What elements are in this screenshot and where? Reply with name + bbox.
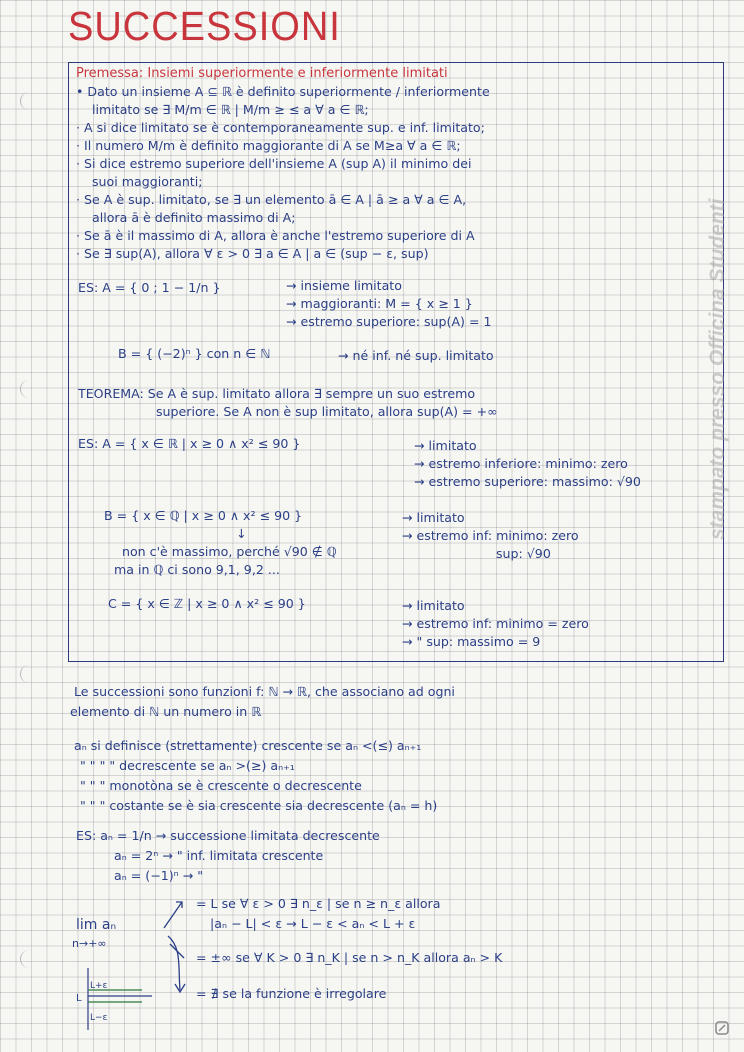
logo-icon (714, 1020, 730, 1036)
premessa-line: · Se ā è il massimo di A, allora è anche l'estremo superiore di A (76, 228, 475, 243)
theorem-line: TEOREMA: Se A è sup. limitato allora ∃ sempre un suo estremo (78, 386, 476, 401)
premessa-heading: Premessa: Insiemi superiormente e inferiormente limitati (76, 66, 448, 81)
example-a-note: → maggioranti: M = { x ≥ 1 } (286, 296, 473, 311)
example-b-definition: B = { (−2)ⁿ } con n ∈ ℕ (118, 346, 271, 361)
example2-a-note: → estremo inferiore: minimo: zero (414, 456, 628, 471)
successioni-intro: Le successioni sono funzioni f: ℕ → ℝ, che associano ad ogni (74, 684, 455, 699)
watermark: stampato presso Officina Studenti (706, 198, 729, 540)
epsilon-band-graph (76, 964, 156, 1034)
premessa-line: allora ā è definito massimo di A; (92, 210, 296, 225)
limit-lhs: lim aₙ (76, 917, 117, 933)
premessa-line: limitato se ∃ M/m ∈ ℝ | M/m ≥ ≤ a ∀ a ∈ ℝ; (92, 102, 369, 117)
example-b-note: → né inf. né sup. limitato (338, 348, 494, 363)
example2-a-note: → limitato (414, 438, 477, 453)
successioni-definition: " " " " decrescente se aₙ >(≥) aₙ₊₁ (80, 758, 295, 773)
example2-c-note: → estremo inf: minimo = zero (402, 616, 589, 631)
example2-c-definition: C = { x ∈ ℤ | x ≥ 0 ∧ x² ≤ 90 } (108, 596, 306, 611)
limit-case: = L se ∀ ε > 0 ∃ n_ε | se n ≥ n_ε allora (196, 896, 441, 911)
example2-b-arrow: ↓ (236, 526, 247, 541)
example-a-definition: ES: A = { 0 ; 1 − 1/n } (78, 280, 221, 295)
binder-hole (20, 665, 31, 683)
successioni-example: ES: aₙ = 1/n → successione limitata decrescente (76, 828, 380, 843)
graph-label-upper: L+ε (90, 981, 108, 991)
premessa-line: · Il numero M/m è definito maggiorante di A se M≥a ∀ a ∈ ℝ; (76, 138, 461, 153)
graph-label-limit: L (76, 993, 82, 1004)
example2-c-note: → limitato (402, 598, 465, 613)
example-a-note: → insieme limitato (286, 278, 402, 293)
limit-subscript: n→+∞ (72, 937, 107, 950)
successioni-example: aₙ = (−1)ⁿ → " (114, 868, 204, 883)
successioni-example: aₙ = 2ⁿ → " inf. limitata crescente (114, 848, 324, 863)
binder-hole (20, 92, 31, 110)
example2-b-note: → limitato (402, 510, 465, 525)
premessa-line: · Se ∃ sup(A), allora ∀ ε > 0 ∃ a ∈ A | a ∈ (sup − ε, sup) (76, 246, 429, 261)
successioni-definition: aₙ si definisce (strettamente) crescente se aₙ <(≤) aₙ₊₁ (74, 738, 422, 753)
limit-case: = ±∞ se ∀ K > 0 ∃ n_K | se n > n_K allora aₙ > K (196, 950, 503, 965)
example2-c-note: → " sup: massimo = 9 (402, 634, 541, 649)
example2-b-note: sup: √90 (496, 546, 551, 561)
example-a-note: → estremo superiore: sup(A) = 1 (286, 314, 492, 329)
graph-label-lower: L−ε (90, 1013, 108, 1023)
limit-brace (160, 888, 200, 1008)
example2-b-definition: B = { x ∈ ℚ | x ≥ 0 ∧ x² ≤ 90 } (104, 508, 303, 523)
page-title: SUCCESSIONI (68, 4, 341, 50)
premessa-line: · Se A è sup. limitato, se ∃ un elemento ā ∈ A | ā ≥ a ∀ a ∈ A, (76, 192, 467, 207)
premessa-line: · A si dice limitato se è contemporaneamente sup. e inf. limitato; (76, 120, 485, 135)
successioni-definition: " " " monotòna se è crescente o decrescente (80, 778, 362, 793)
theorem-line: superiore. Se A non è sup limitato, allora sup(A) = +∞ (156, 404, 498, 419)
binder-hole (20, 950, 31, 968)
premessa-line: • Dato un insieme A ⊆ ℝ è definito superiormente / inferiormente (76, 84, 490, 99)
premessa-line: · Si dice estremo superiore dell'insieme A (sup A) il minimo dei (76, 156, 472, 171)
premessa-line: suoi maggioranti; (92, 174, 203, 189)
example2-b-note: → estremo inf: minimo: zero (402, 528, 579, 543)
limit-case: = ∄ se la funzione è irregolare (196, 986, 387, 1001)
example2-b-explanation: non c'è massimo, perché √90 ∉ ℚ (122, 544, 337, 559)
example2-a-definition: ES: A = { x ∈ ℝ | x ≥ 0 ∧ x² ≤ 90 } (78, 436, 301, 451)
successioni-definition: " " " costante se è sia crescente sia decrescente (aₙ = h) (80, 798, 438, 813)
successioni-intro: elemento di ℕ un numero in ℝ (70, 704, 262, 719)
example2-a-note: → estremo superiore: massimo: √90 (414, 474, 641, 489)
binder-hole (20, 380, 31, 398)
limit-case: |aₙ − L| < ε → L − ε < aₙ < L + ε (210, 916, 416, 931)
example2-b-explanation: ma in ℚ ci sono 9,1, 9,2 ... (114, 562, 280, 577)
